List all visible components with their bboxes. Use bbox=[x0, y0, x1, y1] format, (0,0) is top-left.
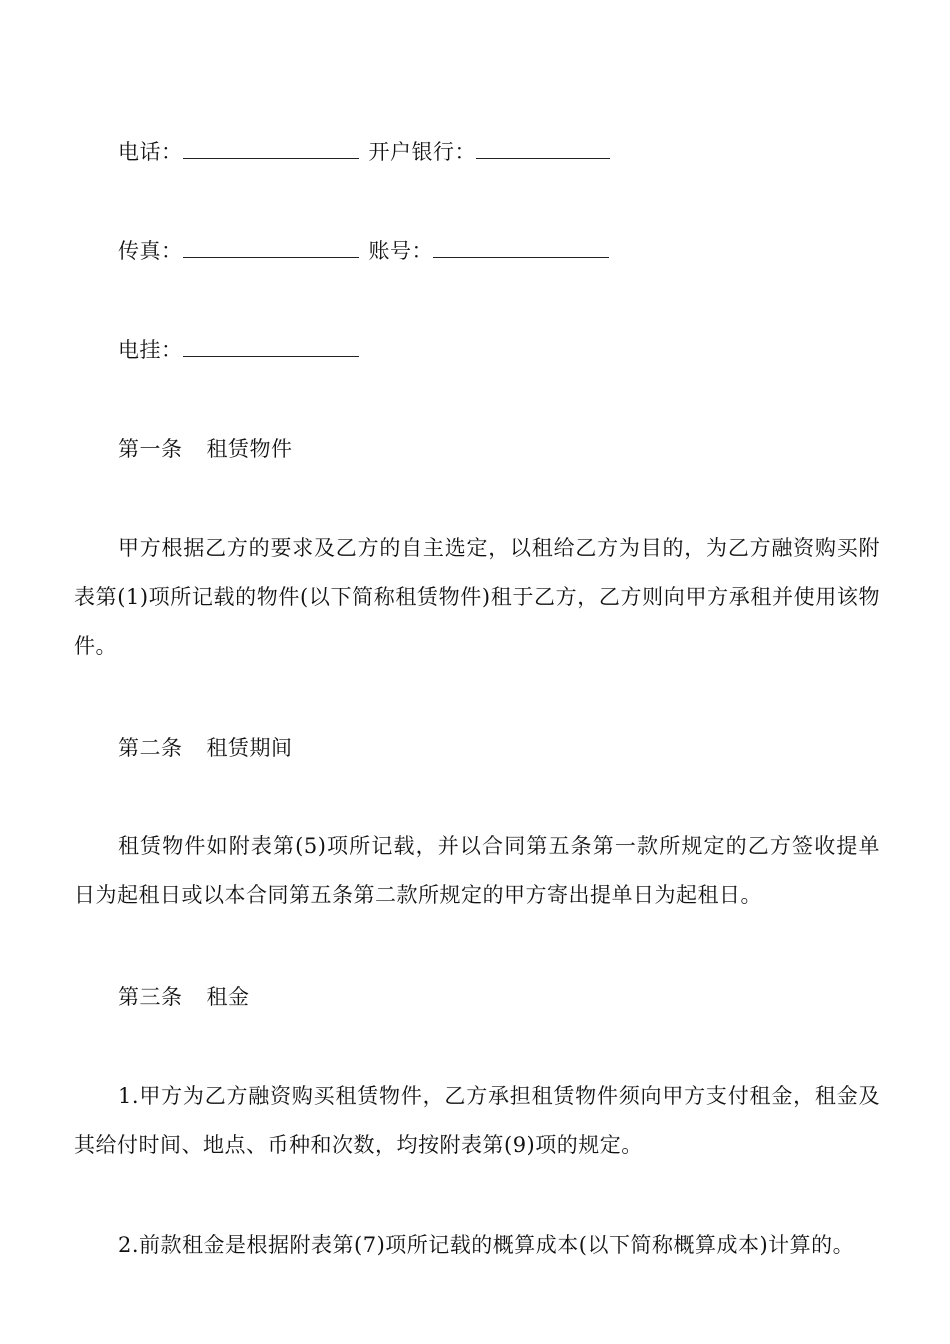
fax-account-row bbox=[118, 237, 619, 265]
article-2-paragraph: 租赁物件如附表第(5)项所记载，并以合同第五条第一款所规定的乙方签收提单日为起租日或以本合同第五条第二款所规定的甲方寄出提单日为起租日。 bbox=[74, 834, 880, 907]
fax-label: 传真： bbox=[118, 239, 183, 263]
article-1-heading bbox=[118, 435, 293, 463]
telex-label: 电挂： bbox=[118, 338, 183, 362]
article-1-paragraph: 甲方根据乙方的要求及乙方的自主选定，以租给乙方为目的，为乙方融资购买附表第(1)项所记载的物件(以下简称租赁物件)租于乙方，乙方则向甲方承租并使用该物件。 bbox=[74, 536, 880, 658]
phone-blank bbox=[183, 138, 359, 159]
account-blank bbox=[433, 237, 609, 258]
article-number: 第一条 bbox=[118, 437, 183, 461]
article-3-paragraph-1: 1.甲方为乙方融资购买租赁物件，乙方承担租赁物件须向甲方支付租金，租金及其给付时间、地点、币种和次数，均按附表第(9)项的规定。 bbox=[74, 1084, 880, 1157]
fax-blank bbox=[183, 237, 359, 258]
article-number: 第二条 bbox=[118, 736, 183, 760]
bank-label: 开户银行： bbox=[368, 140, 476, 164]
phone-bank-row bbox=[118, 138, 620, 166]
article-title: 租赁期间 bbox=[206, 736, 293, 760]
article-3-paragraph-2: 2.前款租金是根据附表第(7)项所记载的概算成本(以下简称概算成本)计算的。 bbox=[118, 1233, 855, 1257]
telex-blank bbox=[183, 336, 359, 357]
article-number: 第三条 bbox=[118, 985, 183, 1009]
phone-label: 电话： bbox=[118, 140, 183, 164]
article-2-heading bbox=[118, 734, 293, 762]
telex-row bbox=[118, 336, 369, 364]
article-3-heading bbox=[118, 983, 250, 1011]
bank-blank bbox=[476, 138, 610, 159]
account-label: 账号： bbox=[368, 239, 433, 263]
article-title: 租金 bbox=[206, 985, 250, 1009]
article-title: 租赁物件 bbox=[206, 437, 293, 461]
